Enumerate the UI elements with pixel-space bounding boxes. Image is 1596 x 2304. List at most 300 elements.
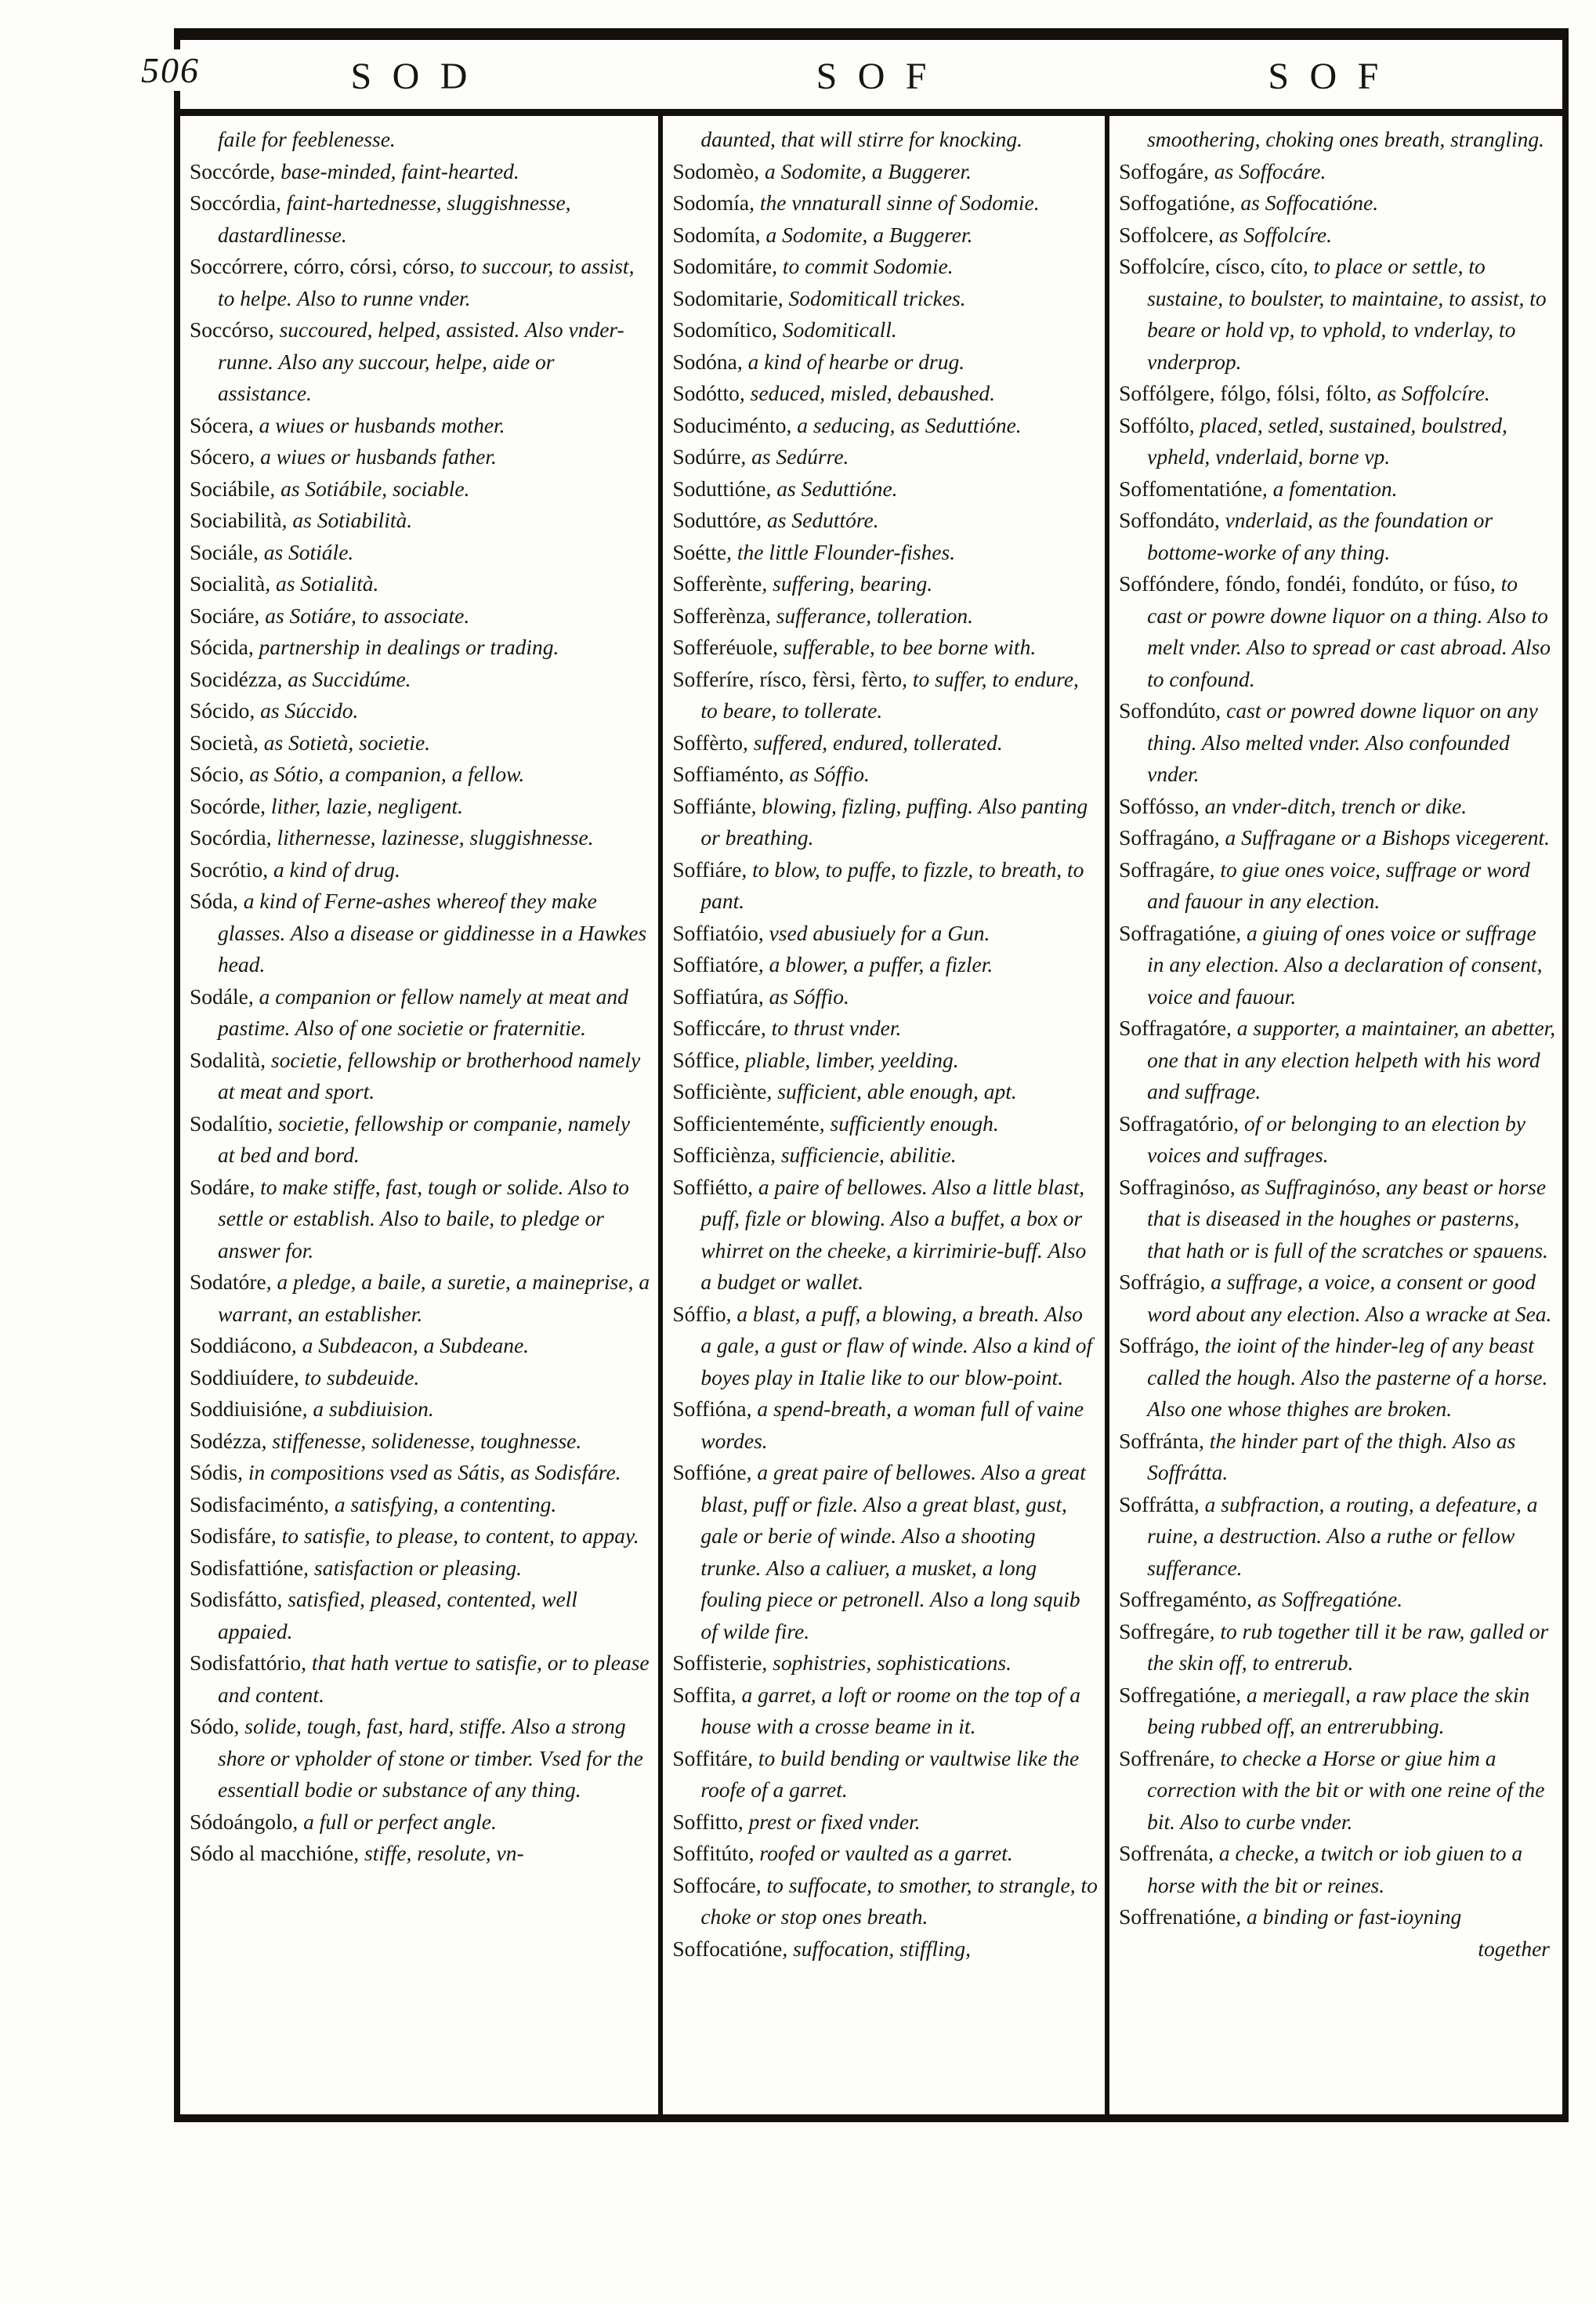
dictionary-entry <box>672 1299 1098 1394</box>
entry-headword: Sócera <box>190 412 248 437</box>
entry-gloss: , sufferance, tolleration. <box>765 603 973 628</box>
entry-headword: Soffolcere <box>1119 222 1209 247</box>
entry-gloss: smoothering, choking ones breath, strangling. <box>1147 127 1545 151</box>
dictionary-entry <box>672 1393 1098 1457</box>
dictionary-entry <box>1119 1584 1556 1616</box>
dictionary-entry <box>190 251 652 314</box>
dictionary-entry <box>672 378 1098 410</box>
dictionary-entry <box>672 187 1098 219</box>
entry-gloss: , a blower, a puffer, a fizler. <box>758 952 993 976</box>
entry-gloss: , to giue ones voice, suffrage or word and fauour in any election. <box>1147 857 1530 913</box>
dictionary-entry <box>672 1139 1098 1172</box>
dictionary-entry <box>190 1045 652 1108</box>
entry-gloss: , societie, fellowship or brotherhood namely at meat and sport. <box>218 1047 641 1103</box>
dictionary-entry <box>190 473 652 505</box>
dictionary-entry <box>190 664 652 696</box>
entry-gloss: , sufficient, able enough, apt. <box>766 1079 1017 1103</box>
entry-gloss: faile for feeblenesse. <box>218 127 396 151</box>
dictionary-entry <box>190 156 652 188</box>
dictionary-entry <box>672 981 1098 1013</box>
entry-gloss: , placed, setled, sustained, boulstred, vpheld, vnderlaid, borne vp. <box>1147 412 1507 469</box>
entry-gloss: , roofed or vaulted as a garret. <box>748 1841 1013 1865</box>
entry-headword: Soétte <box>672 539 727 564</box>
dictionary-entry <box>190 759 652 791</box>
dictionary-entry <box>1119 568 1556 695</box>
entry-headword: Soffitúto <box>672 1841 749 1865</box>
entry-gloss: , as Sedúrre. <box>740 444 849 469</box>
entry-headword: Sodomítico <box>672 317 773 342</box>
entry-gloss: , vnderlaid, as the foundation or bottome-worke of any thing. <box>1147 508 1493 564</box>
entry-headword: Soffiáre <box>672 857 742 882</box>
entry-gloss: , the little Flounder-fishes. <box>726 539 956 564</box>
entry-headword: Soffóndere, fóndo, fondéi, fondúto, or fúso <box>1119 571 1490 596</box>
entry-gloss: , prest or fixed vnder. <box>737 1809 921 1834</box>
entry-gloss: , succoured, helped, assisted. Also vnder-runne. Also any succour, helpe, aide or assistance. <box>218 317 624 405</box>
entry-headword: Soffocatióne <box>672 1936 783 1961</box>
dictionary-entry <box>1119 918 1556 1013</box>
entry-gloss: , a companion or fellow namely at meat and pastime. Also of one societie or fraternitie. <box>218 984 628 1040</box>
entry-gloss: , to rub together till it be raw, galled or the skin off, to entrerub. <box>1147 1618 1549 1675</box>
dictionary-entry <box>190 1647 652 1711</box>
entry-gloss: , as Sotiábile, sociable. <box>270 476 470 501</box>
entry-gloss: , a blast, a puff, a blowing, a breath. Also a gale, a gust or flaw of winde. Also a kind of boyes play in Italie like to our blow-point. <box>700 1301 1093 1389</box>
entry-headword: Soffregatióne <box>1119 1682 1236 1707</box>
entry-gloss: , the ioint of the hinder-leg of any beast called the hough. Also the pasterne of a horse. Also one whose thighes are broken. <box>1147 1333 1548 1421</box>
column-header-sod: SOD <box>350 55 488 97</box>
entry-headword: Sodúrre <box>672 444 741 469</box>
entry-headword: Sodisfattório <box>190 1650 302 1675</box>
catchword <box>1119 1933 1556 1965</box>
entry-headword: Soffiaménto <box>672 762 779 786</box>
dictionary-entry <box>190 695 652 727</box>
dictionary-entry <box>190 410 652 442</box>
entry-headword: Società <box>190 730 253 755</box>
entry-gloss: , solide, tough, fast, hard, stiffe. Also a strong shore or vpholder of stone or timber. Vsed for the essentiall bodie or substance of any thing. <box>218 1714 643 1802</box>
entry-headword: Soddiuisióne <box>190 1397 302 1421</box>
running-header <box>141 40 1562 116</box>
dictionary-entry <box>1119 1489 1556 1585</box>
dictionary-entry <box>672 251 1098 283</box>
entry-headword: Sodatóre <box>190 1270 266 1294</box>
entry-gloss: , to cast or powre downe liquor on a thing. Also to melt vnder. Also to spread or cast abroad. Also to confound. <box>1147 571 1551 691</box>
dictionary-entry <box>672 1806 1098 1838</box>
dictionary-entry <box>190 1330 652 1362</box>
dictionary-entry <box>672 854 1098 918</box>
entry-gloss: , stiffenesse, solidenesse, toughnesse. <box>261 1428 582 1453</box>
entry-gloss: , sophistries, sophistications. <box>762 1650 1012 1675</box>
entry-gloss: , as Sóffio. <box>778 762 870 786</box>
entry-gloss: , a Sodomite, a Buggerer. <box>755 222 973 247</box>
dictionary-entry <box>672 1933 1098 1965</box>
dictionary-entry <box>672 727 1098 759</box>
entry-headword: Soffiétto <box>672 1174 748 1199</box>
entry-headword: Sócero <box>190 444 250 469</box>
dictionary-entry <box>672 1838 1098 1870</box>
dictionary-entry <box>190 1711 652 1806</box>
dictionary-entry <box>1119 1330 1556 1426</box>
entry-headword: Sodalità <box>190 1047 261 1072</box>
entry-gloss: , to place or settle, to sustaine, to boulster, to maintaine, to assist, to beare or hold vp, to vphold, to vnderlay, to vnderprop. <box>1147 254 1547 374</box>
entry-headword: Sodomía <box>672 190 750 215</box>
entry-headword: Soffólgere, fólgo, fólsi, fólto <box>1119 381 1366 405</box>
entry-gloss: , of or belonging to an election by voices and suffrages. <box>1147 1110 1525 1167</box>
dictionary-entry <box>672 1679 1098 1743</box>
entry-headword: Soffragatóre <box>1119 1016 1227 1040</box>
entry-gloss: , sufficiently enough. <box>819 1110 999 1136</box>
catchword-text: together <box>1478 1936 1550 1961</box>
entry-gloss: , to build bending or vaultwise like the roofe of a garret. <box>700 1745 1080 1802</box>
entry-gloss: , to checke a Horse or giue him a correction with the bit or with one reine of the bit. Also to curbe vnder. <box>1147 1745 1545 1834</box>
dictionary-entry <box>190 1489 652 1521</box>
entry-gloss: , as Súccido. <box>249 698 359 723</box>
dictionary-entry <box>190 1838 652 1870</box>
dictionary-entry <box>672 1647 1098 1679</box>
entry-gloss: , a kind of hearbe or drug. <box>736 349 965 374</box>
entry-headword: Sodáre <box>190 1174 250 1199</box>
dictionary-entry <box>1119 791 1556 823</box>
entry-gloss: , partnership in dealings or trading. <box>248 635 559 659</box>
dictionary-entry <box>190 1393 652 1426</box>
entry-headword: Soffogáre <box>1119 158 1204 183</box>
entry-headword: Soccórso <box>190 317 269 342</box>
entry-gloss: , as Soffolcíre. <box>1366 381 1490 405</box>
entry-gloss: , as Sótio, a companion, a fellow. <box>238 762 525 786</box>
entry-gloss: , as Sotialità. <box>265 571 379 596</box>
entry-gloss: , a wiues or husbands mother. <box>248 412 505 437</box>
entry-headword: Sodomitarie <box>672 285 778 310</box>
entry-headword: Soffragáre <box>1119 857 1210 882</box>
entry-gloss: , as Soffregatióne. <box>1247 1587 1403 1611</box>
entry-headword: Sociabilità <box>190 508 282 532</box>
dictionary-entry <box>1119 822 1556 854</box>
entry-headword: Soffondúto <box>1119 698 1216 723</box>
entry-gloss: , a seducing, as Seduttióne. <box>786 412 1022 437</box>
entry-gloss: , seduced, misled, debaushed. <box>739 381 996 405</box>
dictionary-entry <box>1119 1838 1556 1901</box>
entry-gloss: , to commit Sodomie. <box>772 254 954 278</box>
entry-headword: Soffiánte <box>672 793 751 818</box>
dictionary-entry <box>190 1172 652 1267</box>
column-header-sof-2: SOF <box>1268 55 1399 97</box>
entry-gloss: , a checke, a twitch or iob giuen to a horse with the bit or reines. <box>1147 1841 1523 1897</box>
entry-headword: Sofferéuole <box>672 635 773 659</box>
entry-gloss: , to satisfie, to please, to content, to appay. <box>270 1523 639 1548</box>
entry-gloss: , a suffrage, a voice, a consent or good word about any election. Also a wracke at Sea. <box>1147 1270 1552 1326</box>
entry-headword: Soccórde <box>190 158 270 183</box>
entry-gloss: , as Soffocatióne. <box>1229 190 1379 215</box>
entry-headword: Sofferènte <box>672 571 762 596</box>
entry-headword: Soffèrto <box>672 730 743 755</box>
dictionary-entry <box>190 1584 652 1647</box>
entry-gloss: , the hinder part of the thigh. Also as Soffrátta. <box>1147 1428 1516 1484</box>
dictionary-entry <box>190 568 652 600</box>
entry-headword: Soffióne <box>672 1460 747 1484</box>
dictionary-entry <box>672 568 1098 600</box>
dictionary-entry <box>672 600 1098 632</box>
entry-gloss: , as Soffocáre. <box>1203 158 1326 183</box>
dictionary-entry <box>190 632 652 664</box>
dictionary-entry <box>672 1108 1098 1140</box>
entry-headword: Soffragatório <box>1119 1110 1234 1136</box>
entry-gloss: , Sodomiticall trickes. <box>777 285 966 310</box>
dictionary-entry <box>190 187 652 251</box>
entry-gloss: , a great paire of bellowes. Also a great blast, puff or fizle. Also a great blast, gust, gale or berie of winde. Also a shooting trunke. Also a caliuer, a musket, a long fouling piece or petronell. Also a long squib of wilde fire. <box>700 1460 1086 1643</box>
entry-gloss: daunted, that will stirre for knocking. <box>700 127 1023 151</box>
dictionary-column-2 <box>658 116 1105 2114</box>
entry-gloss: , a kind of drug. <box>262 857 400 882</box>
dictionary-entry <box>190 314 652 410</box>
entry-headword: Soffondáto <box>1119 508 1214 532</box>
entry-gloss: , pliable, limber, yeelding. <box>734 1047 959 1072</box>
entry-headword: Soffrenatióne <box>1119 1904 1236 1929</box>
entry-headword: Soffitto <box>672 1809 738 1834</box>
dictionary-entry <box>672 1172 1098 1299</box>
dictionary-entry <box>190 727 652 759</box>
entry-headword: Sodisfattióne <box>190 1555 304 1580</box>
dictionary-entry <box>1119 854 1556 918</box>
dictionary-entry <box>1119 1013 1556 1108</box>
entry-gloss: , to make stiffe, fast, tough or solide. Also to settle or establish. Also to baile, to pledge or answer for. <box>218 1174 629 1262</box>
dictionary-entry <box>190 1520 652 1552</box>
entry-gloss: , a Suffragane or a Bishops vicegerent. <box>1214 825 1551 850</box>
entry-headword: Soduttóre <box>672 508 757 532</box>
entry-gloss: , faint-hartednesse, sluggishnesse, dastardlinesse. <box>218 190 571 247</box>
dictionary-entry <box>1119 1743 1556 1838</box>
dictionary-entry <box>190 1266 652 1330</box>
dictionary-entry <box>1119 1172 1556 1267</box>
dictionary-entry <box>672 219 1098 252</box>
entry-gloss: , as Sotiále. <box>252 539 354 564</box>
entry-gloss: , a kind of Ferne-ashes whereof they make glasses. Also a disease or giddinesse in a Hawkes head. <box>218 889 647 976</box>
dictionary-entry <box>672 441 1098 473</box>
dictionary-entry <box>1119 1616 1556 1679</box>
dictionary-entry <box>672 918 1098 950</box>
entry-headword: Sódis <box>190 1460 238 1484</box>
entry-headword: Sodisfáre <box>190 1523 271 1548</box>
dictionary-entry <box>190 1362 652 1394</box>
entry-headword: Socórde <box>190 793 261 818</box>
entry-headword: Soffomentatióne <box>1119 476 1262 501</box>
entry-headword: Soffósso <box>1119 793 1194 818</box>
entry-gloss: , Sodomiticall. <box>772 317 897 342</box>
entry-headword: Sociábile <box>190 476 270 501</box>
dictionary-entry <box>1119 1901 1556 1933</box>
entry-gloss: , to subdeuide. <box>293 1364 420 1389</box>
dictionary-entry <box>1119 187 1556 219</box>
entry-headword: Sociáre <box>190 603 255 628</box>
entry-headword: Sodomitáre <box>672 254 773 278</box>
page-number: 506 <box>136 49 204 91</box>
dictionary-entry <box>672 632 1098 664</box>
entry-headword: Sódoángolo <box>190 1809 293 1834</box>
entry-headword: Soffolcíre, císco, cíto <box>1119 254 1303 278</box>
entry-gloss: , a pledge, a baile, a suretie, a maineprise, a warrant, an establisher. <box>218 1270 650 1326</box>
entry-headword: Soccórdia <box>190 190 276 215</box>
entry-gloss: , a giuing of ones voice or suffrage in any election. Also a declaration of consent, voice and fauour. <box>1147 920 1543 1009</box>
entry-gloss: , a supporter, a maintainer, an abetter, one that in any election helpeth with his word and suffrage. <box>1147 1016 1556 1103</box>
entry-gloss: , as Sotiabilità. <box>281 508 413 532</box>
dictionary-entry <box>672 124 1098 156</box>
entry-gloss: , a Sodomite, a Buggerer. <box>754 158 972 183</box>
entry-headword: Sócida <box>190 635 248 659</box>
entry-gloss: , an vnder-ditch, trench or dike. <box>1193 793 1468 818</box>
entry-headword: Sódo <box>190 1714 234 1738</box>
dictionary-entry <box>1119 251 1556 378</box>
entry-gloss: , vsed abusiuely for a Gun. <box>758 920 990 945</box>
dictionary-entry <box>190 1806 652 1838</box>
dictionary-entry <box>190 981 652 1045</box>
entry-headword: Socidézza <box>190 666 277 691</box>
entry-headword: Sóda <box>190 889 233 913</box>
entry-headword: Sodomíta <box>672 222 755 247</box>
dictionary-entry <box>190 441 652 473</box>
entry-headword: Sofficiènza <box>672 1143 771 1167</box>
entry-gloss: , stiffe, resolute, vn- <box>353 1841 524 1865</box>
dictionary-entry <box>672 1870 1098 1933</box>
dictionary-column-1 <box>180 116 658 2114</box>
dictionary-entry <box>672 156 1098 188</box>
dictionary-entry <box>190 1552 652 1585</box>
entry-headword: Sodomèo <box>672 158 755 183</box>
dictionary-entry <box>1119 156 1556 188</box>
entry-gloss: , a subdiuision. <box>302 1397 434 1421</box>
dictionary-entry <box>672 1013 1098 1045</box>
entry-headword: Socialità <box>190 571 266 596</box>
entry-gloss: , cast or powred downe liquor on any thing. Also melted vnder. Also confounded vnder. <box>1147 698 1538 786</box>
dictionary-entry <box>1119 695 1556 791</box>
entry-headword: Sofficienteménte <box>672 1110 820 1136</box>
entry-gloss: , that hath vertue to satisfie, or to please and content. <box>218 1650 650 1707</box>
entry-headword: Soffióna <box>672 1397 747 1421</box>
dictionary-entry <box>1119 410 1556 473</box>
dictionary-entry <box>190 600 652 632</box>
entry-headword: Soffregáre <box>1119 1618 1210 1643</box>
entry-headword: Sofficiènte <box>672 1079 767 1103</box>
column-header-sof-1: SOF <box>816 55 947 97</box>
entry-headword: Soffránta <box>1119 1428 1199 1453</box>
entry-headword: Sofferènza <box>672 603 765 628</box>
dictionary-entry <box>1119 378 1556 410</box>
dictionary-entry <box>672 537 1098 569</box>
dictionary-entry <box>672 505 1098 537</box>
page-frame <box>141 28 1569 2122</box>
entry-gloss: , a paire of bellowes. Also a little blast, puff, fizle or blowing. Also a buffet, a box or whirret on the cheeke, a kirrimirie-buff. Also a budget or wallet. <box>700 1174 1087 1294</box>
entry-headword: Sodisfátto <box>190 1587 277 1611</box>
entry-gloss: , lithernesse, lazinesse, sluggishnesse. <box>266 825 594 850</box>
entry-headword: Soffregaménto <box>1119 1587 1247 1611</box>
entry-gloss: , satisfaction or pleasing. <box>303 1555 522 1580</box>
entry-headword: Soddiuídere <box>190 1364 294 1389</box>
entry-gloss: , as Seduttióne. <box>765 476 898 501</box>
entry-headword: Soffiatúra <box>672 984 758 1009</box>
dictionary-entry <box>190 791 652 823</box>
dictionary-entry <box>672 410 1098 442</box>
entry-gloss: , suffering, bearing. <box>762 571 933 596</box>
entry-gloss: , to blow, to puffe, to fizzle, to breath, to pant. <box>700 857 1084 913</box>
entry-headword: Sodótto <box>672 381 740 405</box>
entry-gloss: , the vnnaturall sinne of Sodomie. <box>749 190 1040 215</box>
dictionary-entry <box>672 283 1098 315</box>
dictionary-entry <box>1119 1108 1556 1172</box>
dictionary-entry <box>1119 1426 1556 1489</box>
entry-headword: Sodalítio <box>190 1110 268 1136</box>
entry-gloss: , as Sóffio. <box>758 984 849 1009</box>
entry-headword: Soffólto <box>1119 412 1189 437</box>
dictionary-entry <box>1119 505 1556 568</box>
dictionary-entry <box>672 1457 1098 1647</box>
entry-headword: Soffiatóio <box>672 920 758 945</box>
entry-gloss: , satisfied, pleased, contented, well appaied. <box>218 1587 577 1643</box>
dictionary-entry <box>190 822 652 854</box>
entry-gloss: , in compositions vsed as Sátis, as Sodisfáre. <box>237 1460 621 1484</box>
entry-gloss: , a satisfying, a contenting. <box>324 1491 557 1516</box>
entry-headword: Sodézza <box>190 1428 262 1453</box>
text-columns <box>180 116 1562 2114</box>
entry-headword: Soffrágio <box>1119 1270 1200 1294</box>
entry-headword: Socrótio <box>190 857 263 882</box>
dictionary-entry <box>190 1108 652 1172</box>
dictionary-entry <box>1119 1679 1556 1743</box>
entry-headword: Soffocáre <box>672 1872 756 1897</box>
entry-headword: Soffita <box>672 1682 731 1707</box>
entry-headword: Soffisterie <box>672 1650 762 1675</box>
entry-gloss: , as Suffraginóso, any beast or horse that is diseased in the houghes or pasterns, that hath or is full of the scratches or spauens. <box>1147 1174 1548 1262</box>
entry-gloss: , a binding or fast-ioyning <box>1236 1904 1462 1929</box>
entry-headword: Soffrenáre <box>1119 1745 1210 1770</box>
dictionary-entry <box>190 1426 652 1458</box>
entry-headword: Soduttióne <box>672 476 766 501</box>
dictionary-entry <box>672 949 1098 981</box>
entry-headword: Sóffio <box>672 1301 726 1326</box>
entry-gloss: , a wiues or husbands father. <box>249 444 497 469</box>
dictionary-entry <box>672 473 1098 505</box>
entry-gloss: , a spend-breath, a woman full of vaine wordes. <box>700 1397 1084 1453</box>
dictionary-entry <box>1119 124 1556 156</box>
dictionary-entry <box>672 346 1098 379</box>
entry-headword: Soffraginóso <box>1119 1174 1230 1199</box>
entry-headword: Soffragáno <box>1119 825 1214 850</box>
entry-gloss: , to suffer, to endure, to beare, to tollerate. <box>700 666 1079 723</box>
entry-headword: Sódo al macchióne <box>190 1841 354 1865</box>
entry-gloss: , to suffocate, to smother, to strangle, to choke or stop ones breath. <box>700 1872 1098 1929</box>
entry-gloss: , suffocation, stiffling, <box>782 1936 971 1961</box>
entry-headword: Socórdia <box>190 825 266 850</box>
entry-headword: Sócido <box>190 698 250 723</box>
entry-gloss: , to thrust vnder. <box>760 1016 902 1040</box>
dictionary-entry <box>672 664 1098 727</box>
entry-headword: Soffitáre <box>672 1745 748 1770</box>
entry-headword: Soffogatióne <box>1119 190 1230 215</box>
entry-gloss: , base-minded, faint-hearted. <box>270 158 519 183</box>
entry-headword: Soccórrere, córro, córsi, córso <box>190 254 450 278</box>
dictionary-entry <box>672 759 1098 791</box>
entry-gloss: , sufferable, to bee borne with. <box>773 635 1037 659</box>
entry-gloss: , as Seduttóre. <box>756 508 879 532</box>
entry-gloss: , societie, fellowship or companie, namely at bed and bord. <box>218 1110 631 1167</box>
entry-headword: Soffrágo <box>1119 1333 1194 1357</box>
entry-gloss: , as Succidúme. <box>277 666 411 691</box>
entry-gloss: , a Subdeacon, a Subdeane. <box>291 1333 530 1357</box>
entry-headword: Soffrátta <box>1119 1491 1194 1516</box>
entry-gloss: , lither, lazie, negligent. <box>260 793 464 818</box>
dictionary-entry <box>1119 473 1556 505</box>
dictionary-entry <box>672 1076 1098 1108</box>
dictionary-entry <box>190 854 652 886</box>
entry-gloss: , as Soffolcíre. <box>1208 222 1332 247</box>
entry-headword: Sodále <box>190 984 248 1009</box>
dictionary-entry <box>672 1743 1098 1806</box>
entry-gloss: , as Sotietà, societie. <box>252 730 431 755</box>
